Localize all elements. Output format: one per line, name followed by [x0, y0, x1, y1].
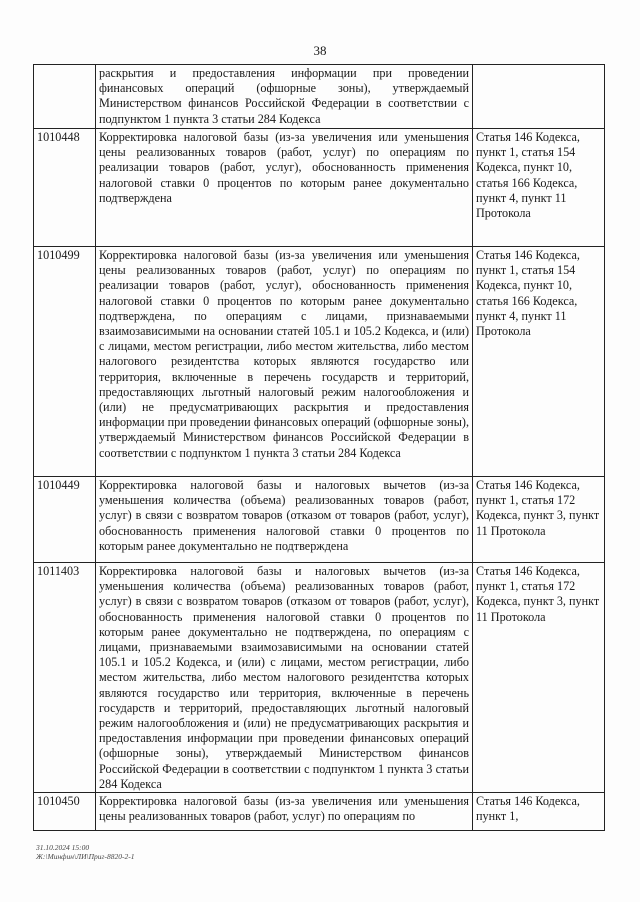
operation-description: Корректировка налоговой базы и налоговых вычетов (из-за уменьшения количества (объема) реализованных товаров (работ, услуг) в связи с возвратом товаров (отказом от товаров (работ, услуг), обоснованность применения налоговой ставки 0 процентов по которым ранее документально не подтверждена, по операциям с лицами, признаваемыми взаимозависимыми на основании статей 105.1 и 105.2 Кодекса, и (или) с лицами, местом регистрации, либо местом жительства, либо местом налогового резидентства которых являются государство или территория, включенные в перечень государств и территорий, предоставляющих льготный налоговый режим налогообложения и (или) не предусматривающих раскрытия и предоставления информации при проведении финансовых операций (офшорные зоны), утверждаемый Министерством финансов Российской Федерации в соответствии с подпунктом 1 пункта 3 статьи 284 Кодекса [96, 563, 473, 793]
table-row [34, 247, 605, 477]
legal-basis: Статья 146 Кодекса, пункт 1, статья 154 Кодекса, пункт 10, статья 166 Кодекса, пункт 4, пункт 11 Протокола [473, 247, 605, 477]
page-number: 38 [313, 43, 327, 58]
operation-code: 1010449 [34, 477, 96, 563]
legal-basis: Статья 146 Кодекса, пункт 1, статья 154 Кодекса, пункт 10, статья 166 Кодекса, пункт 4, пункт 11 Протокола [473, 129, 605, 247]
footer-timestamp: 31.10.2024 15:00 [36, 843, 90, 852]
table-row [34, 793, 605, 831]
operation-description: Корректировка налоговой базы (из-за увеличения или уменьшения цены реализованных товаров (работ, услуг) по операциям по реализации товаров (работ, услуг), обоснованность применения налоговой ставки 0 процентов по которым ранее документально подтверждена [96, 129, 473, 247]
legal-basis: Статья 146 Кодекса, пункт 1, статья 172 Кодекса, пункт 3, пункт 11 Протокола [473, 563, 605, 793]
operation-description: раскрытия и предоставления информации при проведении финансовых операций (офшорные зоны), утверждаемый Министерством финансов Российской Федерации в соответствии с подпунктом 1 пункта 3 статьи 284 Кодекса [96, 65, 473, 129]
legal-basis: Статья 146 Кодекса, пункт 1, статья 172 Кодекса, пункт 3, пункт 11 Протокола [473, 477, 605, 563]
operation-code: 1010450 [34, 793, 96, 831]
legal-basis: Статья 146 Кодекса, пункт 1, [473, 793, 605, 831]
operation-description: Корректировка налоговой базы и налоговых вычетов (из-за уменьшения количества (объема) реализованных товаров (работ, услуг) в связи с возвратом товаров (отказом от товаров (работ, услуг), обоснованность применения налоговой ставки 0 процентов по которым ранее документально не подтверждена [96, 477, 473, 563]
document-footer [36, 843, 134, 861]
table-row [34, 563, 605, 793]
operation-description: Корректировка налоговой базы (из-за увеличения или уменьшения цены реализованных товаров (работ, услуг) по операциям по [96, 793, 473, 831]
table-row [34, 65, 605, 129]
operation-code: 1011403 [34, 563, 96, 793]
legal-basis [473, 65, 605, 129]
footer-file-path: Ж:\Минфин\ЛИ\Приг-8820-2-1 [36, 852, 135, 861]
table-row [34, 129, 605, 247]
operation-codes-table [33, 64, 605, 831]
operation-code [34, 65, 96, 129]
table-row [34, 477, 605, 563]
operation-code: 1010499 [34, 247, 96, 477]
operation-description: Корректировка налоговой базы (из-за увеличения или уменьшения цены реализованных товаров (работ, услуг) по операциям по реализации товаров (работ, услуг), обоснованность применения налоговой ставки 0 процентов по которым ранее документально подтверждена, по операциям с лицами, признаваемыми взаимозависимыми на основании статей 105.1 и 105.2 Кодекса, и (или) с лицами, местом регистрации, либо местом жительства, либо местом налогового резидентства которых являются государство или территория, включенные в перечень государств и территорий, предоставляющих льготный налоговый режим налогообложения и (или) не предусматривающих раскрытия и предоставления информации при проведении финансовых операций (офшорные зоны), утверждаемый Министерством финансов Российской Федерации в соответствии с подпунктом 1 пункта 3 статьи 284 Кодекса [96, 247, 473, 477]
operation-code: 1010448 [34, 129, 96, 247]
